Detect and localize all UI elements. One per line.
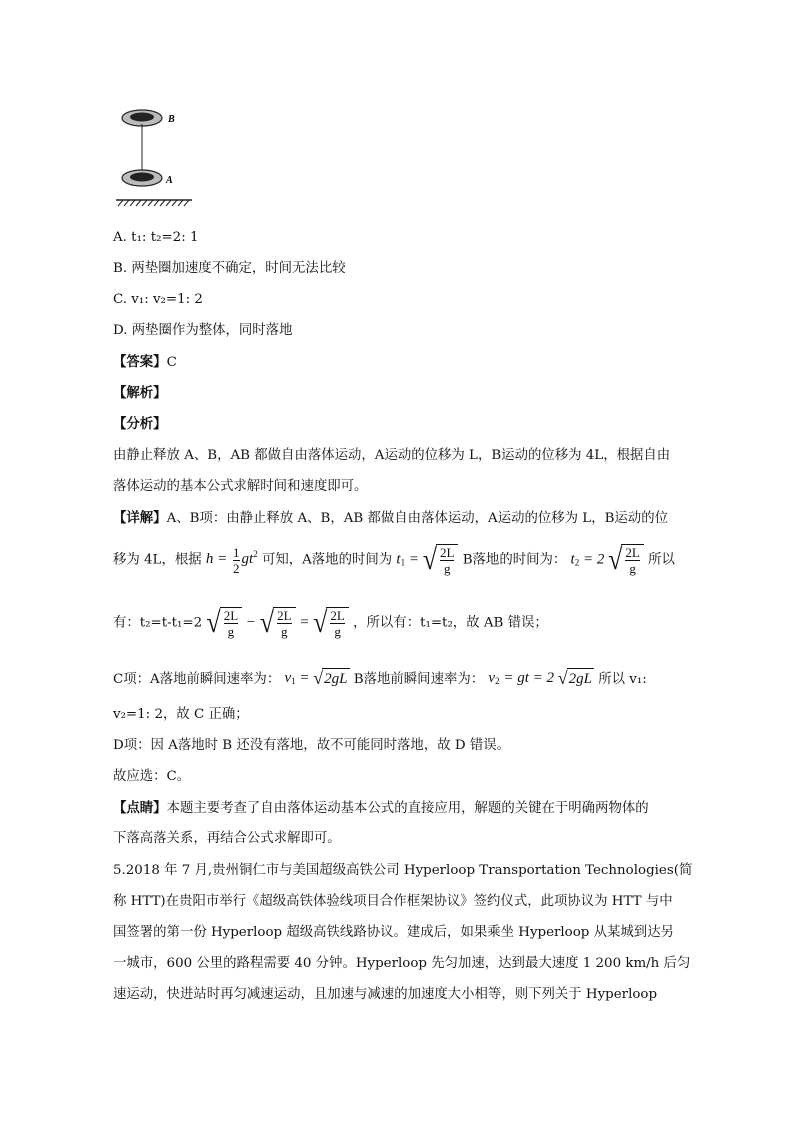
washer-diagram — [110, 98, 200, 213]
figure-washers — [110, 98, 200, 213]
fenxi-tag: 【分析】 — [113, 416, 167, 432]
formula-t2: $t_2 = 2$ √ $\frac{2L}{g}$ — [571, 544, 644, 576]
detail-line4-c: 所以 v₁: — [598, 672, 647, 687]
formula-h: h = $\frac{1}{2}$ $gt^2$ — [205, 544, 258, 576]
q5-line-5: 速运动，快进站时再匀减速运动，且加速与减速的加速度大小相等，则下列关于 Hyperloop — [113, 987, 658, 1002]
formula-v1: $v_1$ = √ 2gL — [284, 668, 348, 689]
detail-line2-c: B落地的时间为： — [462, 552, 567, 568]
detail-line-3 — [113, 607, 548, 639]
dianjing-line-2: 下落高落关系，再结合公式求解即可。 — [113, 831, 341, 846]
formula-v2: $v_2$ = gt = 2 √ 2gL — [488, 668, 592, 689]
detail-line3-a: 有：t₂=t-t₁=2 — [113, 615, 203, 631]
q5-line-2: 称 HTT)在贵阳市举行《超级高铁体验线项目合作框架协议》签约仪式，此项协议为 HTT 与中 — [113, 894, 673, 909]
label-a: A — [166, 175, 173, 186]
formula-t1: $t_1$ = √ $\frac{2L}{g}$ — [396, 544, 458, 576]
detail-line3-b: ，所以有：t₁=t₂，故 AB 错误； — [353, 615, 548, 631]
detail-line-7: 故应选：C。 — [113, 769, 191, 784]
analysis-tag: 【解析】 — [113, 385, 167, 401]
q5-line-1: 5.2018 年 7 月,贵州铜仁市与美国超级高铁公司 Hyperloop Transportation Technologies(简 — [113, 863, 693, 878]
formula-diff: √ $\frac{2L}{g}$ − √ $\frac{2L}{g}$ = √ $\frac{2L}{g}$ — [206, 607, 348, 639]
detail-line-4 — [113, 668, 647, 691]
q5-line-3: 国签署的第一份 Hyperloop 超级高铁线路协议。建成后，如果乘坐 Hyperloop 从某城到达另 — [113, 925, 674, 940]
detail-text-1: A、B项：由静止释放 A、B，AB 都做自由落体运动，A运动的位移为 L，B运动的位 — [166, 511, 668, 526]
option-a: A. t₁: t₂=2: 1 — [113, 230, 199, 245]
detail-tag: 【详解】 — [113, 510, 167, 526]
detail-line2-d: 所以 — [648, 552, 675, 568]
answer-line — [113, 352, 177, 373]
fenxi-line-1: 由静止释放 A、B，AB 都做自由落体运动，A运动的位移为 L，B运动的位移为 4L，根据自由 — [113, 448, 671, 463]
dianjing-line-1 — [113, 798, 649, 819]
detail-line2-b: 可知，A落地的时间为 — [261, 552, 393, 568]
option-d: D. 两垫圈作为整体，同时落地 — [113, 323, 293, 338]
dianjing-text-1: 本题主要考查了自由落体运动基本公式的直接应用，解题的关键在于明确两物体的 — [166, 801, 649, 816]
option-c: C. v₁: v₂=1: 2 — [113, 292, 203, 307]
detail-line-6: D项：因 A落地时 B 还没有落地，故不可能同时落地，故 D 错误。 — [113, 738, 511, 753]
detail-line4-b: B落地前瞬间速率为： — [353, 672, 485, 687]
q5-line-4: 一城市，600 公里的路程需要 40 分钟。Hyperloop 先匀加速，达到最大速度 1 200 km/h 后匀 — [113, 956, 691, 971]
label-b: B — [168, 114, 175, 125]
detail-line4-a: C项：A落地前瞬间速率为： — [113, 672, 281, 687]
dianjing-tag: 【点睛】 — [113, 800, 167, 816]
detail-line-1 — [113, 508, 668, 529]
fenxi-line-2: 落体运动的基本公式求解时间和速度即可。 — [113, 479, 368, 494]
answer-value: C — [166, 355, 177, 370]
detail-line-5: v₂=1: 2，故 C 正确； — [113, 707, 249, 722]
option-b: B. 两垫圈加速度不确定，时间无法比较 — [113, 261, 346, 276]
detail-line-2 — [113, 544, 675, 576]
answer-tag: 【答案】 — [113, 354, 167, 370]
detail-line2-a: 移为 4L，根据 — [113, 552, 202, 568]
